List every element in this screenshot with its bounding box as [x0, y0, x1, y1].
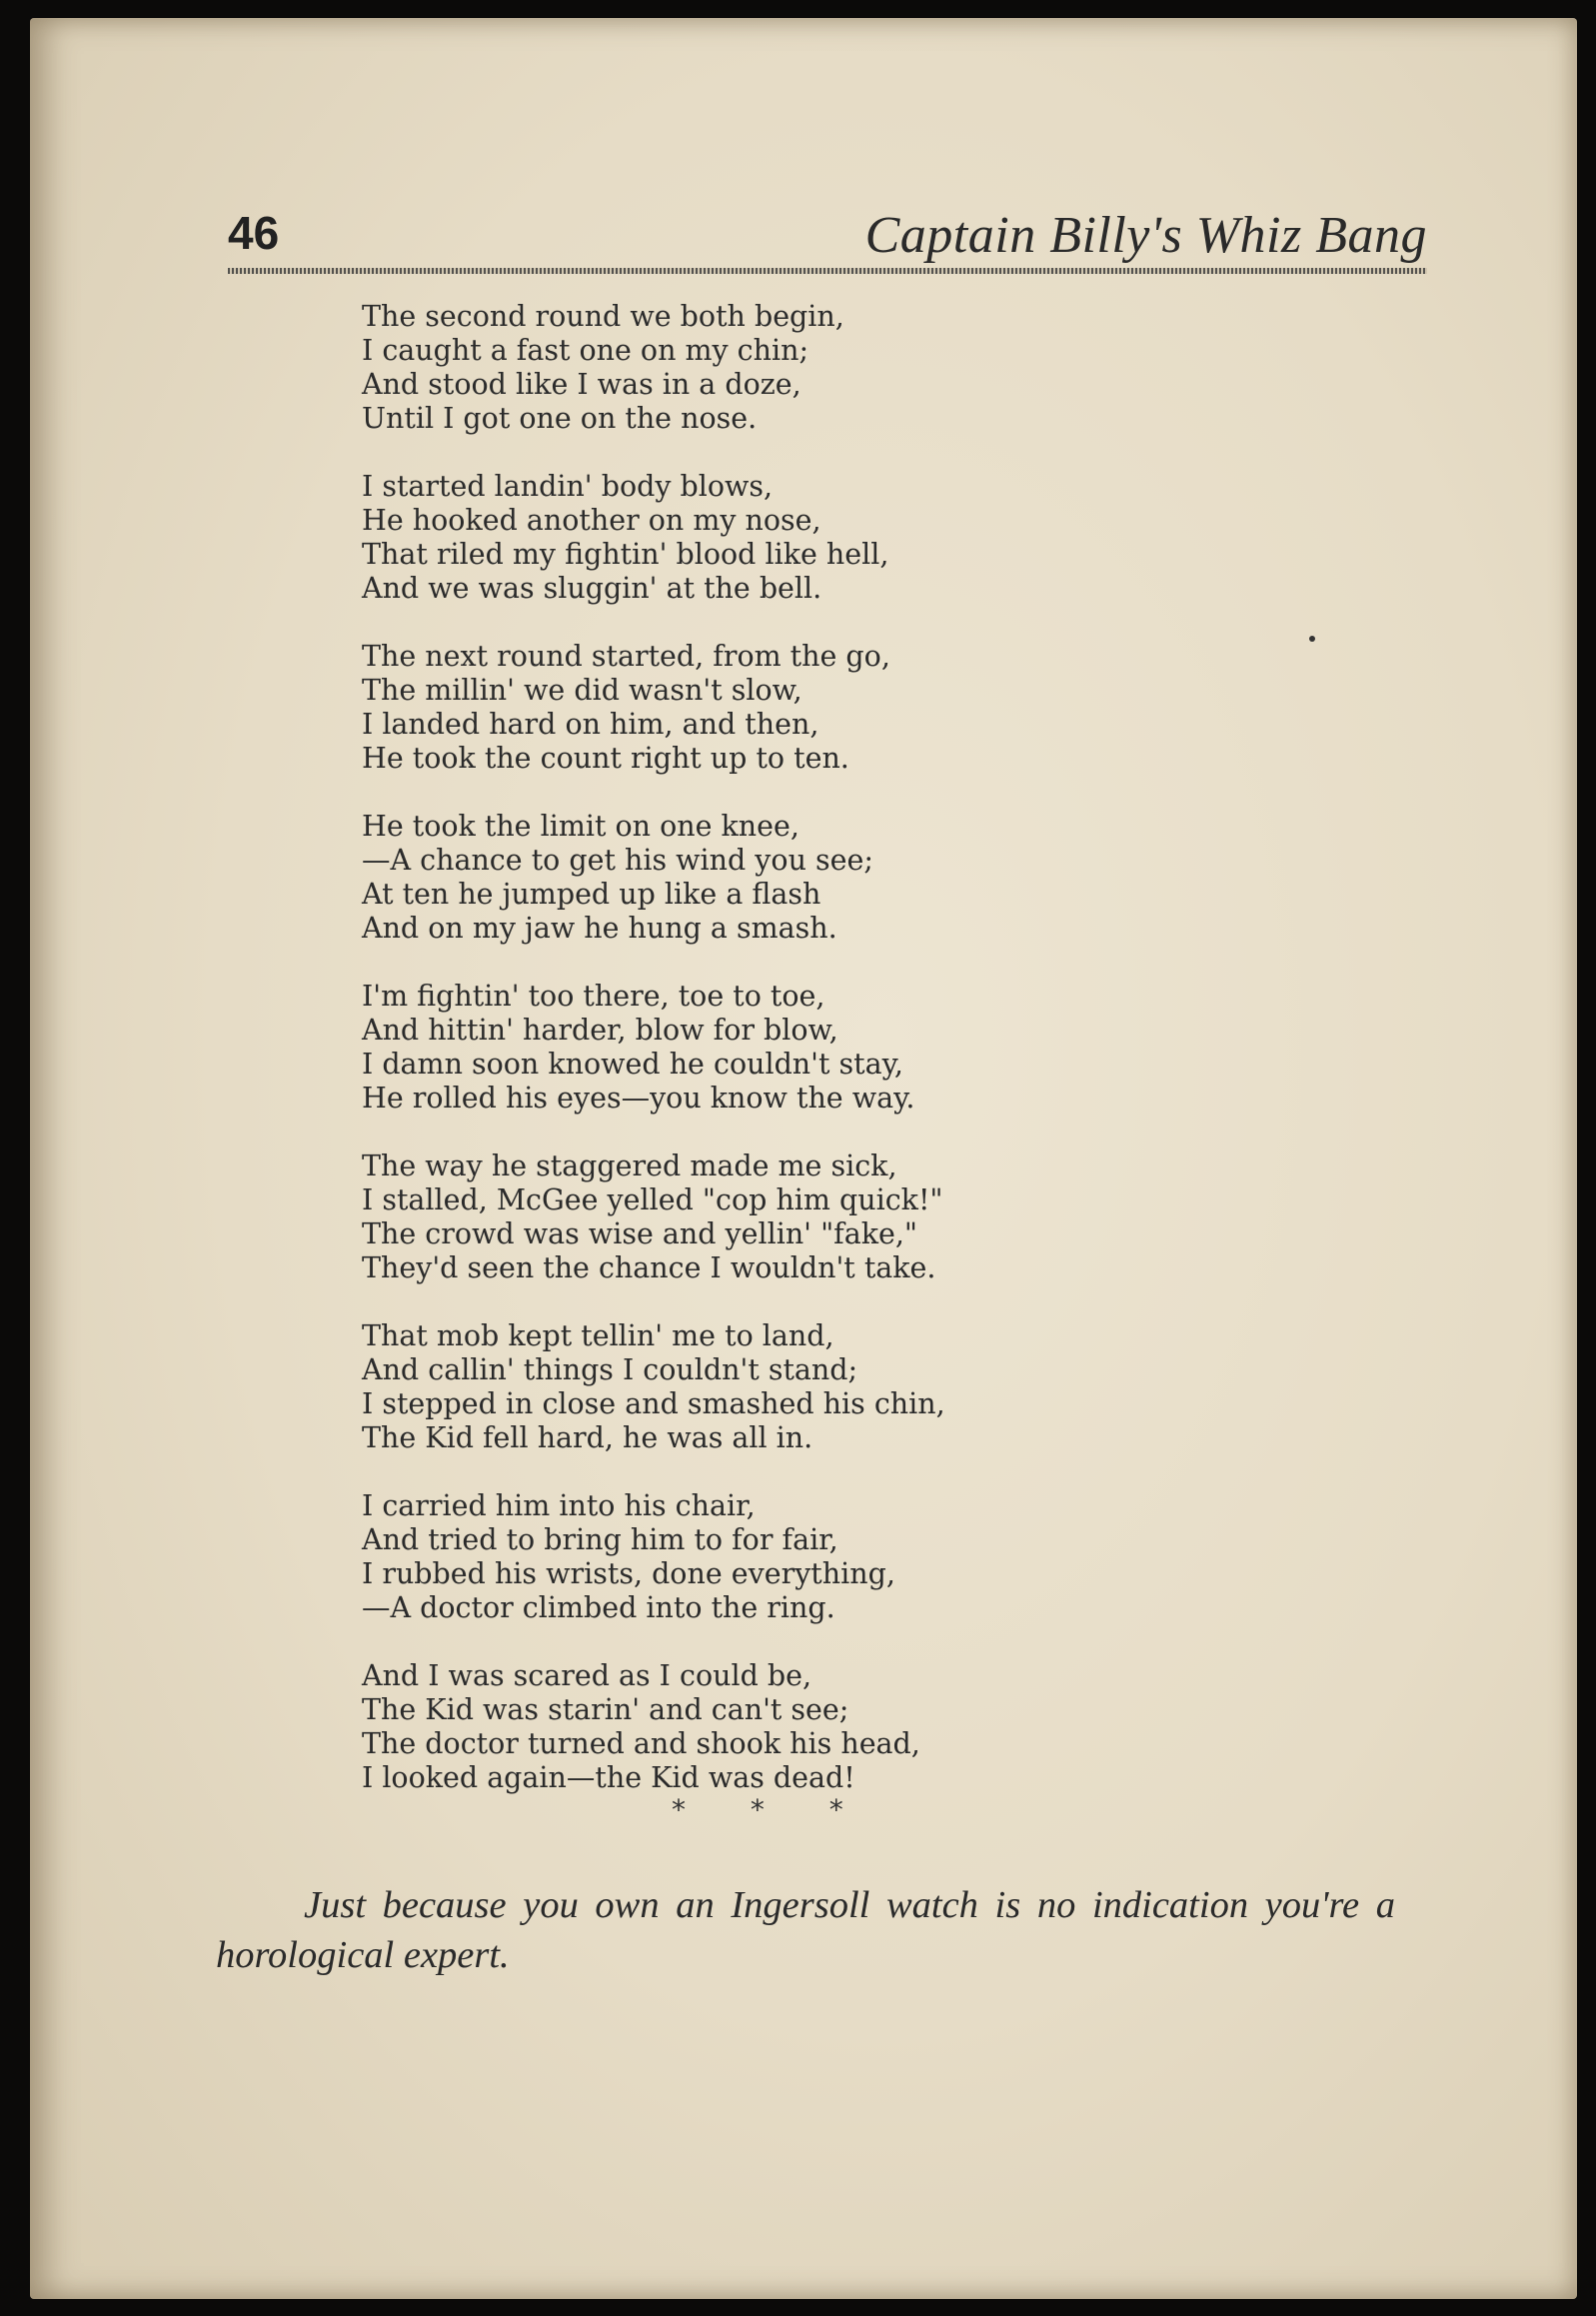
poem-line: I damn soon knowed he couldn't stay,: [362, 1048, 903, 1081]
poem-line: He rolled his eyes—you know the way.: [362, 1082, 915, 1115]
stanza-7: [362, 1319, 1261, 1455]
quip-paragraph: Just because you own an Ingersoll watch is no indication you're a horological expert.: [216, 1883, 1395, 1976]
poem-line: I stalled, McGee yelled "cop him quick!": [362, 1183, 943, 1216]
page-number: 46: [228, 207, 280, 259]
stanza-8: [362, 1489, 1261, 1625]
poem-line: And I was scared as I could be,: [362, 1659, 812, 1692]
stanza-9: [362, 1659, 1261, 1795]
poem-line: The crowd was wise and yellin' "fake,": [362, 1217, 918, 1250]
poem-line: I stepped in close and smashed his chin,: [362, 1387, 945, 1420]
poem-line: —A doctor climbed into the ring.: [362, 1591, 835, 1624]
poem-line: The doctor turned and shook his head,: [362, 1727, 920, 1760]
poem-line: The millin' we did wasn't slow,: [362, 674, 802, 707]
poem-line: Until I got one on the nose.: [362, 402, 758, 435]
poem-line: I started landin' body blows,: [362, 470, 774, 503]
poem-line: —A chance to get his wind you see;: [362, 844, 873, 877]
poem-line: The way he staggered made me sick,: [362, 1150, 897, 1182]
header-rule: [228, 268, 1427, 274]
poem-line: I looked again—the Kid was dead!: [362, 1761, 855, 1794]
poem-line: The Kid was starin' and can't see;: [362, 1693, 849, 1726]
poem-line: And on my jaw he hung a smash.: [362, 912, 837, 945]
poem-line: The next round started, from the go,: [362, 640, 890, 673]
stanza-6: [362, 1150, 1261, 1285]
stanza-2: [362, 470, 1261, 606]
poem-line: I'm fightin' too there, toe to toe,: [362, 980, 825, 1013]
poem-line: He hooked another on my nose,: [362, 504, 821, 537]
poem-line: They'd seen the chance I wouldn't take.: [362, 1251, 936, 1284]
stanza-1: [362, 300, 1261, 436]
poem-line: He took the limit on one knee,: [362, 810, 799, 843]
poem-line: And we was sluggin' at the bell.: [362, 572, 822, 605]
poem-line: And tried to bring him to for fair,: [362, 1523, 838, 1556]
poem-line: That mob kept tellin' me to land,: [362, 1319, 834, 1352]
stanza-4: [362, 810, 1261, 946]
poem-line: That riled my fightin' blood like hell,: [362, 538, 889, 571]
poem: [362, 300, 1261, 1827]
section-separator: * * *: [672, 1793, 871, 1826]
stanza-5: [362, 980, 1261, 1116]
stanza-3: [362, 640, 1261, 776]
poem-line: At ten he jumped up like a flash: [362, 878, 821, 911]
poem-line: And stood like I was in a doze,: [362, 368, 801, 401]
poem-line: I caught a fast one on my chin;: [362, 334, 809, 367]
ink-speck: [1309, 636, 1315, 642]
poem-line: I rubbed his wrists, done everything,: [362, 1557, 895, 1590]
poem-line: I landed hard on him, and then,: [362, 708, 819, 741]
poem-line: He took the count right up to ten.: [362, 742, 849, 775]
running-title: Captain Billy's Whiz Bang: [864, 207, 1427, 264]
poem-line: And hittin' harder, blow for blow,: [362, 1014, 838, 1047]
poem-line: The second round we both begin,: [362, 300, 844, 333]
poem-line: The Kid fell hard, he was all in.: [362, 1421, 813, 1454]
poem-line: And callin' things I couldn't stand;: [362, 1353, 858, 1386]
poem-line: I carried him into his chair,: [362, 1489, 756, 1522]
page-header: [228, 194, 1427, 278]
